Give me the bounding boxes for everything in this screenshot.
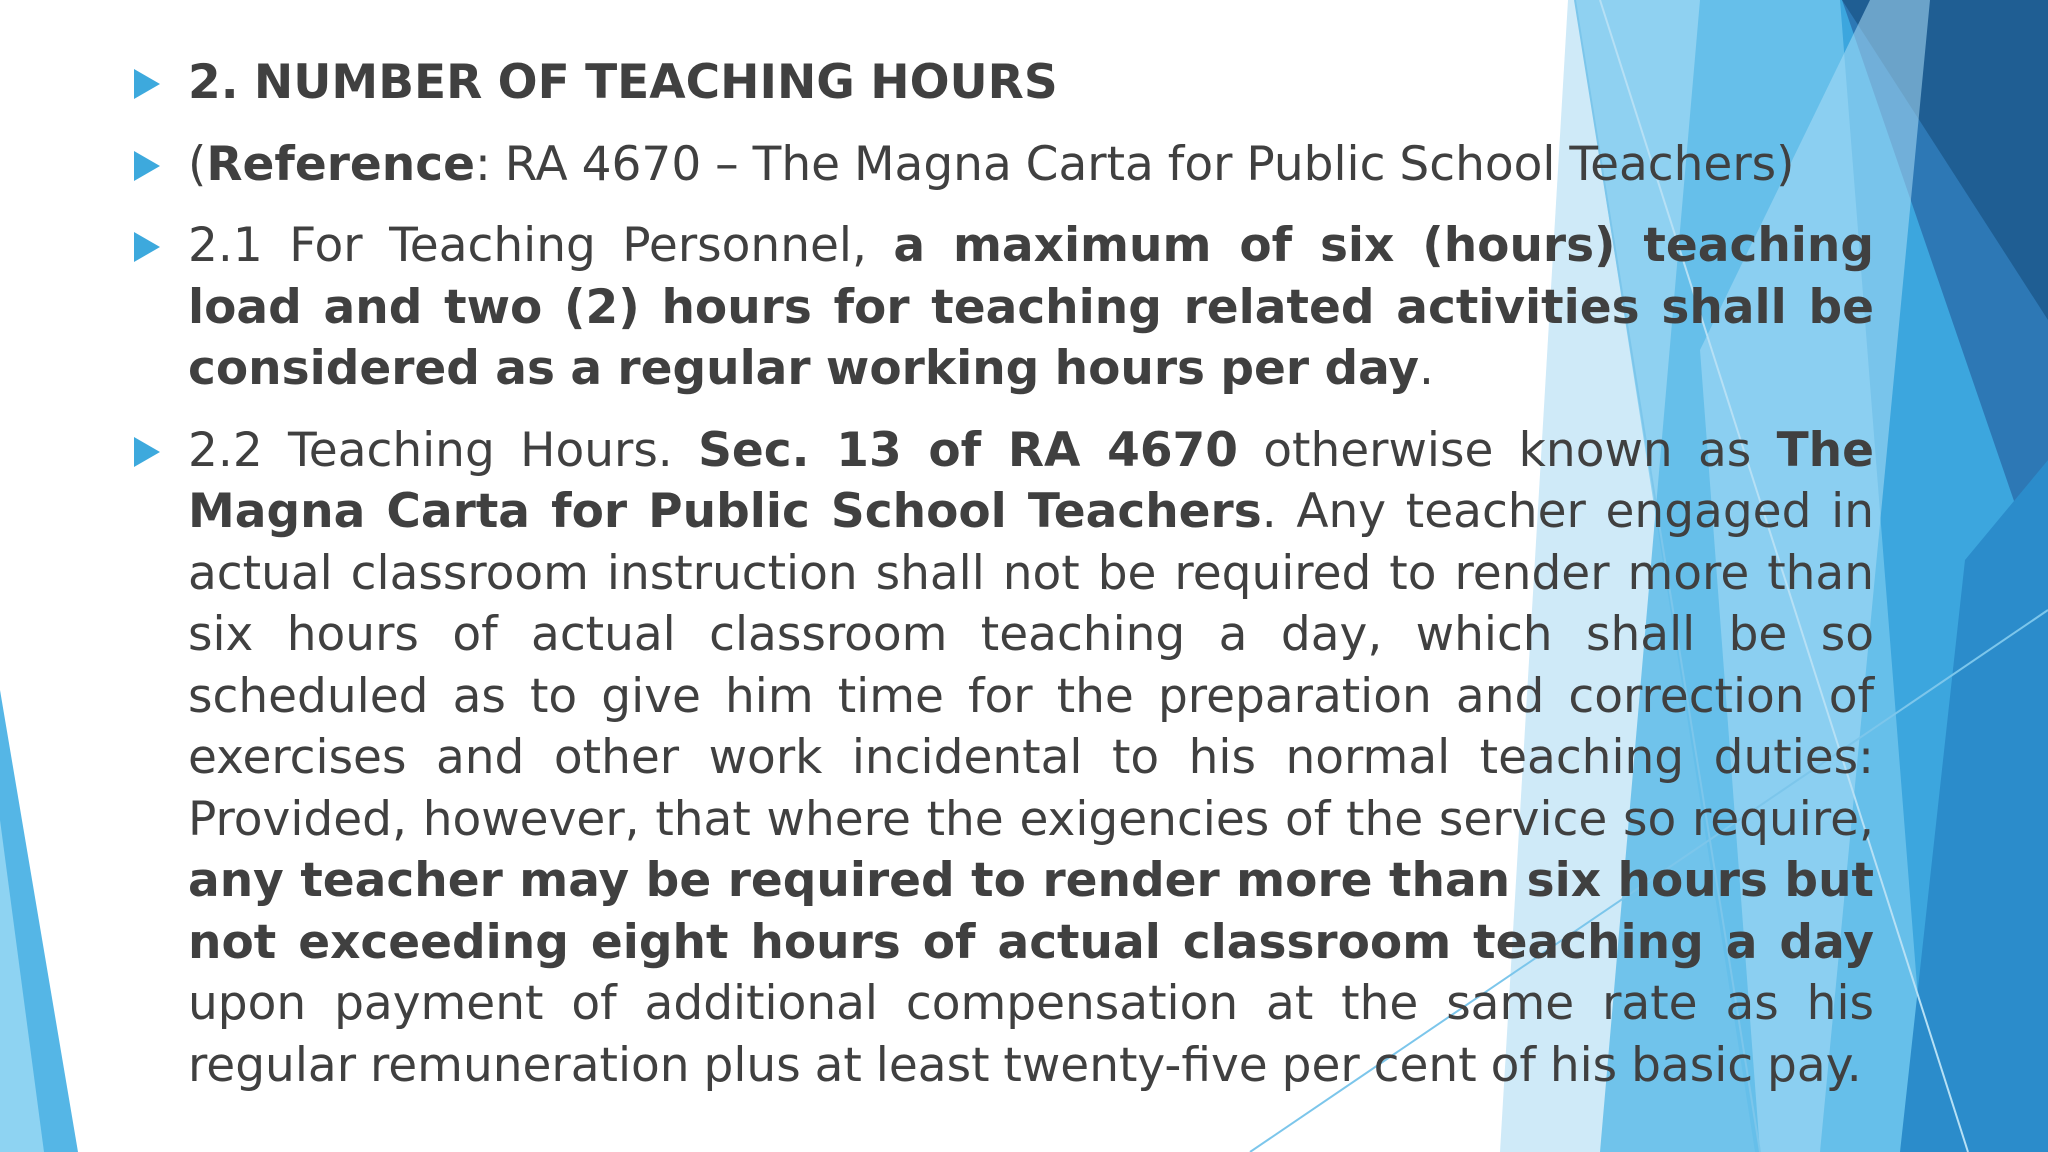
bold-text-run: a maximum of six (hours) teaching load and two (2) hours for teaching related activities shall be considered as a regular working hours per day <box>188 218 1874 396</box>
text-run: : RA 4670 – The Magna Carta for Public School Teachers) <box>475 136 1795 192</box>
bold-text-run: The Magna Carta for Public School Teachers <box>188 422 1874 539</box>
triangle-bullet-icon <box>134 232 160 262</box>
text-run: otherwise known as <box>1237 422 1777 478</box>
text-run: 2.2 Teaching Hours. <box>188 422 699 478</box>
text-run: 2.1 For Teaching Personnel, <box>188 218 894 273</box>
bullet-item <box>134 420 1874 1097</box>
bold-text-run: any teacher may be required to render more than six hours but not exceeding eight hours of actual classroom teaching a day <box>188 853 1874 970</box>
bold-text-run: 2. NUMBER OF TEACHING HOURS <box>188 55 1058 110</box>
bullet-item <box>134 215 1874 400</box>
slide-content <box>134 52 1874 1116</box>
teaching-personnel-paragraph <box>188 215 1874 400</box>
teaching-hours-paragraph <box>188 420 1874 1097</box>
bullet-item <box>134 134 1874 196</box>
bold-text-run: Reference <box>206 136 475 192</box>
text-run: . <box>1419 341 1434 396</box>
text-run: upon payment of additional compensation at the same rate as his regular remuneration plus at least twenty-five per cent of his basic pay. <box>188 976 1874 1093</box>
bullet-item <box>134 52 1874 114</box>
text-run: ( <box>188 136 207 192</box>
triangle-bullet-icon <box>134 437 160 467</box>
triangle-bullet-icon <box>134 151 160 181</box>
triangle-bullet-icon <box>134 69 160 99</box>
section-heading <box>188 52 1874 114</box>
reference-paragraph <box>188 134 1874 196</box>
bold-text-run: Sec. 13 of RA 4670 <box>698 422 1238 478</box>
text-run: . Any teacher engaged in actual classroom instruction shall not be required to render more than six hours of actual classroom teaching a day, which shall be so scheduled as to give him time for the preparation and correction of exercises and other work incidental to his normal teaching duties: Provided, however, that where the exigencies of the service so require, <box>188 484 1874 847</box>
